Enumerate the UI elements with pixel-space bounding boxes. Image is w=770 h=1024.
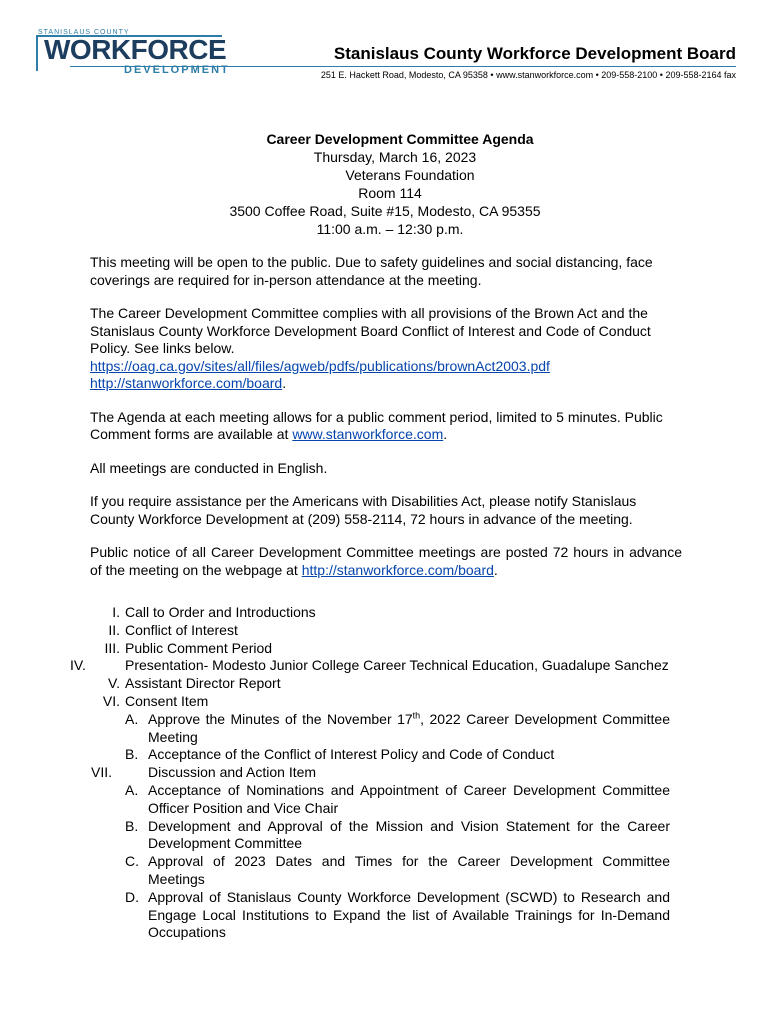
logo-county-text: STANISLAUS COUNTY — [38, 29, 130, 36]
item-text: Presentation- Modesto Junior College Career Technical Education, Guadalupe Sanchez — [125, 657, 669, 674]
org-address: 251 E. Hackett Road, Modesto, CA 95358 • www.stanworkforce.com • 209-558-2100 • 209-558-2164 fax — [320, 70, 736, 80]
public-comment-paragraph — [90, 409, 682, 444]
item-number: V. — [108, 675, 120, 692]
meeting-venue: Veterans Foundation — [345, 167, 475, 183]
meeting-room: Room 114 — [358, 185, 422, 201]
subitem-letter: A. — [125, 710, 139, 727]
subitem-letter: B. — [125, 817, 139, 834]
agenda-subitem — [70, 746, 670, 764]
agenda-item — [70, 693, 670, 711]
item-text: Conflict of Interest — [125, 621, 238, 638]
logo-development-text: DEVELOPMENT — [124, 64, 230, 76]
brown-act-paragraph — [90, 305, 682, 393]
agenda-item — [70, 640, 670, 658]
subitem-text: , 2022 Career Development Committee Meeting — [148, 710, 670, 745]
subitem-text: Approval of Stanislaus County Workforce Development (SCWD) to Research and Engage Local Institutions to Expand the list of Available Trainings for In-Demand Occupations — [148, 888, 670, 941]
agenda-subitem — [70, 711, 670, 747]
agenda-subitem — [70, 818, 670, 854]
notice-paragraph: This meeting will be open to the public. Due to safety guidelines and social distancing, face coverings are required for in-person attendance at the meeting. — [90, 254, 653, 288]
subitem-letter: D. — [125, 888, 139, 905]
subitem-letter: C. — [125, 853, 139, 870]
subitem-text: Approval of 2023 Dates and Times for the Career Development Committee Meetings — [148, 853, 670, 887]
subitem-text: Acceptance of the Conflict of Interest Policy and Code of Conduct — [148, 746, 555, 763]
agenda-item — [70, 675, 670, 693]
item-text: Consent Item — [125, 692, 209, 709]
item-number: III. — [104, 639, 120, 656]
subitem-letter: A. — [125, 781, 139, 798]
subitem-text: Acceptance of Nominations and Appointment of Career Development Committee Officer Position and Vice Chair — [148, 781, 670, 816]
agenda-item — [70, 604, 670, 622]
language-paragraph: All meetings are conducted in English. — [90, 459, 328, 476]
board-webpage-link[interactable]: http://stanworkforce.com/board — [301, 561, 494, 578]
agenda-subitem — [70, 889, 670, 942]
org-name: Stanislaus County Workforce Development Board — [333, 44, 736, 63]
agenda-item — [70, 764, 670, 782]
item-text: Call to Order and Introductions — [125, 604, 316, 620]
period: . — [282, 375, 287, 391]
item-number: IV. — [70, 657, 86, 674]
brown-act-link[interactable]: https://oag.ca.gov/sites/all/files/agweb/pdfs/publications/brownAct2003.pdf — [90, 357, 550, 374]
item-number: VII. — [90, 764, 112, 781]
subitem-text: Development and Approval of the Mission and Vision Statement for the Career Development Committee — [148, 817, 670, 852]
meeting-date: Thursday, March 16, 2023 — [313, 149, 477, 165]
stanworkforce-link[interactable]: www.stanworkforce.com — [292, 426, 444, 442]
agenda-list — [70, 604, 670, 942]
header-divider — [70, 66, 736, 67]
notice-body — [90, 254, 682, 595]
workforce-logo — [34, 26, 230, 78]
meeting-address: 3500 Coffee Road, Suite #15, Modesto, CA 95355 — [229, 203, 541, 219]
item-text: Assistant Director Report — [125, 675, 281, 692]
agenda-title: Career Development Committee Agenda — [266, 131, 534, 147]
item-number: I. — [112, 604, 120, 620]
agenda-item — [70, 657, 670, 675]
public-notice-text: Public notice of all Career Development Committee meetings are posted 72 hours in advance of the meeting on the webpage at — [90, 544, 682, 578]
agenda-subitem — [70, 782, 670, 818]
subitem-letter: B. — [125, 746, 139, 763]
meeting-info — [0, 130, 770, 238]
item-text: Discussion and Action Item — [148, 764, 317, 781]
public-comment-text: The Agenda at each meeting allows for a public comment period, limited to 5 minutes. Public Comment forms are available at — [90, 408, 663, 442]
subitem-text: Approve the Minutes of the November 17 — [148, 710, 413, 727]
meeting-time: 11:00 a.m. – 12:30 p.m. — [316, 221, 464, 237]
public-notice-paragraph — [90, 544, 682, 579]
period: . — [443, 426, 448, 442]
item-text: Public Comment Period — [125, 639, 273, 656]
period: . — [493, 561, 498, 578]
board-link[interactable]: http://stanworkforce.com/board — [90, 375, 283, 391]
item-number: VI. — [102, 692, 120, 709]
logo-workforce-text: WORKFORCE — [44, 34, 227, 65]
brown-act-text: The Career Development Committee complies with all provisions of the Brown Act and the Stanislaus County Workforce Development Board Conflict of Interest and Code of Conduct Policy. See links below. — [90, 305, 651, 356]
ada-paragraph: If you require assistance per the Americans with Disabilities Act, please notify Stanislaus County Workforce Development at (209) 558-2114, 72 hours in advance of the meeting. — [90, 493, 637, 527]
item-number: II. — [108, 621, 120, 638]
agenda-item — [70, 622, 670, 640]
agenda-subitem — [70, 853, 670, 889]
ordinal-suffix: th — [412, 710, 421, 721]
